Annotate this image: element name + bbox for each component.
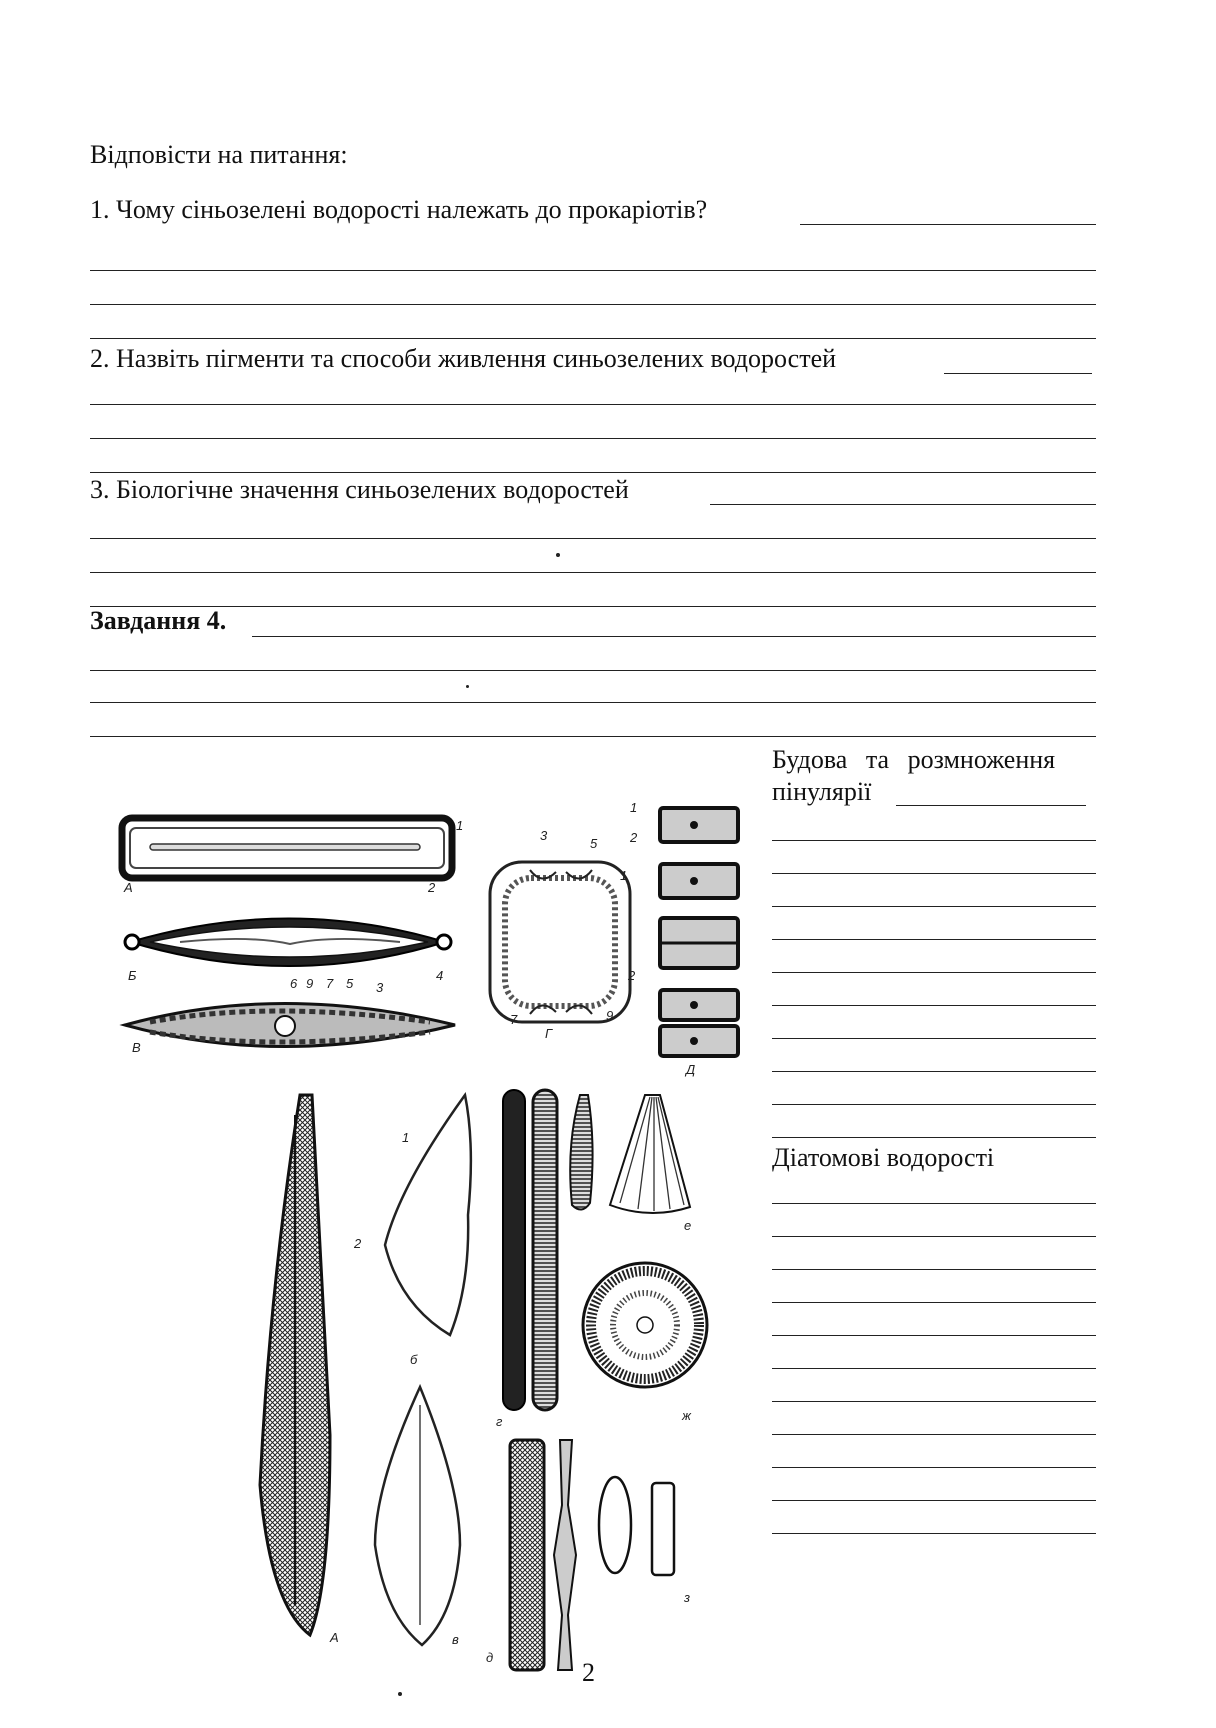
answer-line[interactable] [800,224,1096,225]
pinularia-heading-line2: пінулярії [772,777,872,806]
fig-num-9b: 9 [606,1008,614,1023]
answer-line[interactable] [772,1038,1096,1039]
answer-line[interactable] [772,1302,1096,1303]
diatom-d-filament [510,1440,544,1670]
task4-label [90,606,226,636]
answer-line[interactable] [772,1269,1096,1270]
fig-num-3b: 3 [540,828,548,843]
diatoms-figure [250,1085,750,1685]
answer-line[interactable] [772,1500,1096,1501]
question-2: 2. Назвіть пігменти та способи живлення синьозелених водоростей [90,344,837,373]
fig-num-2c: 2 [630,830,638,845]
task4-title: Завдання 4 [90,606,220,635]
diatom-z-rect [652,1483,674,1575]
diatom-d-chain [554,1440,576,1670]
fig-label-d: Д [686,1062,696,1077]
answer-line[interactable] [772,1401,1096,1402]
answer-line[interactable] [772,906,1096,907]
answer-line[interactable] [772,1005,1096,1006]
answer-line[interactable] [772,840,1096,841]
question-3: 3. Біологічне значення синьозелених водоростей [90,475,629,504]
fig-label-v: В [132,1040,141,1055]
stray-dot [466,685,469,688]
fig-num-5: 5 [346,976,354,991]
fig-label-g-low: г [496,1414,503,1429]
diatom-z-ellipse [599,1477,631,1573]
pinularia-heading-line1: Будова та розмноження [772,745,1056,774]
fig-label-b: Б [128,968,137,983]
answer-line[interactable] [772,1104,1096,1105]
fig-label-a: А [124,880,133,895]
answer-line[interactable] [90,304,1096,305]
answer-line[interactable] [90,572,1096,573]
answer-line[interactable] [896,805,1086,806]
answer-line[interactable] [90,404,1096,405]
valve-with-chromatophores [125,1004,455,1047]
fig-num-2: 2 [428,880,436,895]
answer-line[interactable] [90,270,1096,271]
answer-line[interactable] [944,373,1092,374]
answer-line[interactable] [90,472,1096,473]
stray-dot [398,1692,402,1696]
fig-num-7: 7 [326,976,334,991]
fig-num-3: 3 [376,980,384,995]
answer-line[interactable] [90,670,1096,671]
fig-num-1: 1 [456,818,464,833]
fig-num-6: 6 [290,976,298,991]
fig-num-1c: 1 [630,800,638,815]
fig-num-4: 4 [436,968,444,983]
fig-label-v-low: в [452,1632,459,1647]
answer-line[interactable] [772,1368,1096,1369]
fig-num-2b: 2 [628,968,636,983]
answer-line[interactable] [90,702,1096,703]
diatom-b [385,1095,471,1335]
task4-period: . [219,606,227,635]
diatom-g-rod1 [503,1090,525,1410]
fig-num-1d: 1 [402,1130,410,1145]
answer-line[interactable] [772,1467,1096,1468]
answer-line[interactable] [772,1137,1096,1138]
diatom-v [375,1387,460,1645]
cell-cross-section [490,862,630,1022]
fig-num-5b: 5 [590,836,598,851]
fig-num-2d: 2 [354,1236,362,1251]
valve-view-cell [125,919,451,967]
answer-line[interactable] [772,1203,1096,1204]
answer-line[interactable] [772,972,1096,973]
fig-label-e-low: е [684,1218,692,1233]
diatoms-heading: Діатомові водорості [772,1143,995,1172]
answer-line[interactable] [90,538,1096,539]
fig-label-d-low: д [486,1650,494,1665]
page-number: 2 [582,1658,595,1687]
answer-line[interactable] [772,873,1096,874]
answer-line[interactable] [772,1335,1096,1336]
pinularia-figure [110,800,750,1130]
fig-num-7b: 7 [510,1012,518,1027]
answer-line[interactable] [772,1236,1096,1237]
answer-line[interactable] [90,338,1096,339]
diatom-e-small [570,1095,592,1210]
fig-label-zh-low: ж [682,1408,691,1423]
answer-line[interactable] [90,606,1096,607]
answer-line[interactable] [772,1533,1096,1534]
fig-num-9: 9 [306,976,314,991]
fig-label-a-low: A [330,1630,339,1645]
fig-label-b-low: б [410,1352,418,1367]
fig-label-g: Г [545,1026,553,1041]
answer-line[interactable] [772,939,1096,940]
answer-line[interactable] [90,438,1096,439]
intro-text: Відповісти на питання: [90,140,348,169]
answer-line[interactable] [90,736,1096,737]
division-stages [660,808,738,1056]
question-1: 1. Чому сіньозелені водорості належать до прокаріотів? [90,195,708,224]
answer-line[interactable] [710,504,1096,505]
girdle-view-cell [122,818,452,878]
answer-line[interactable] [772,1434,1096,1435]
fig-num-1b: 1 [620,868,628,883]
answer-line[interactable] [252,636,1096,637]
diatom-g-rod2 [533,1090,557,1410]
answer-line[interactable] [772,1071,1096,1072]
fig-label-z-low: з [684,1590,691,1605]
stray-dot [556,553,560,557]
